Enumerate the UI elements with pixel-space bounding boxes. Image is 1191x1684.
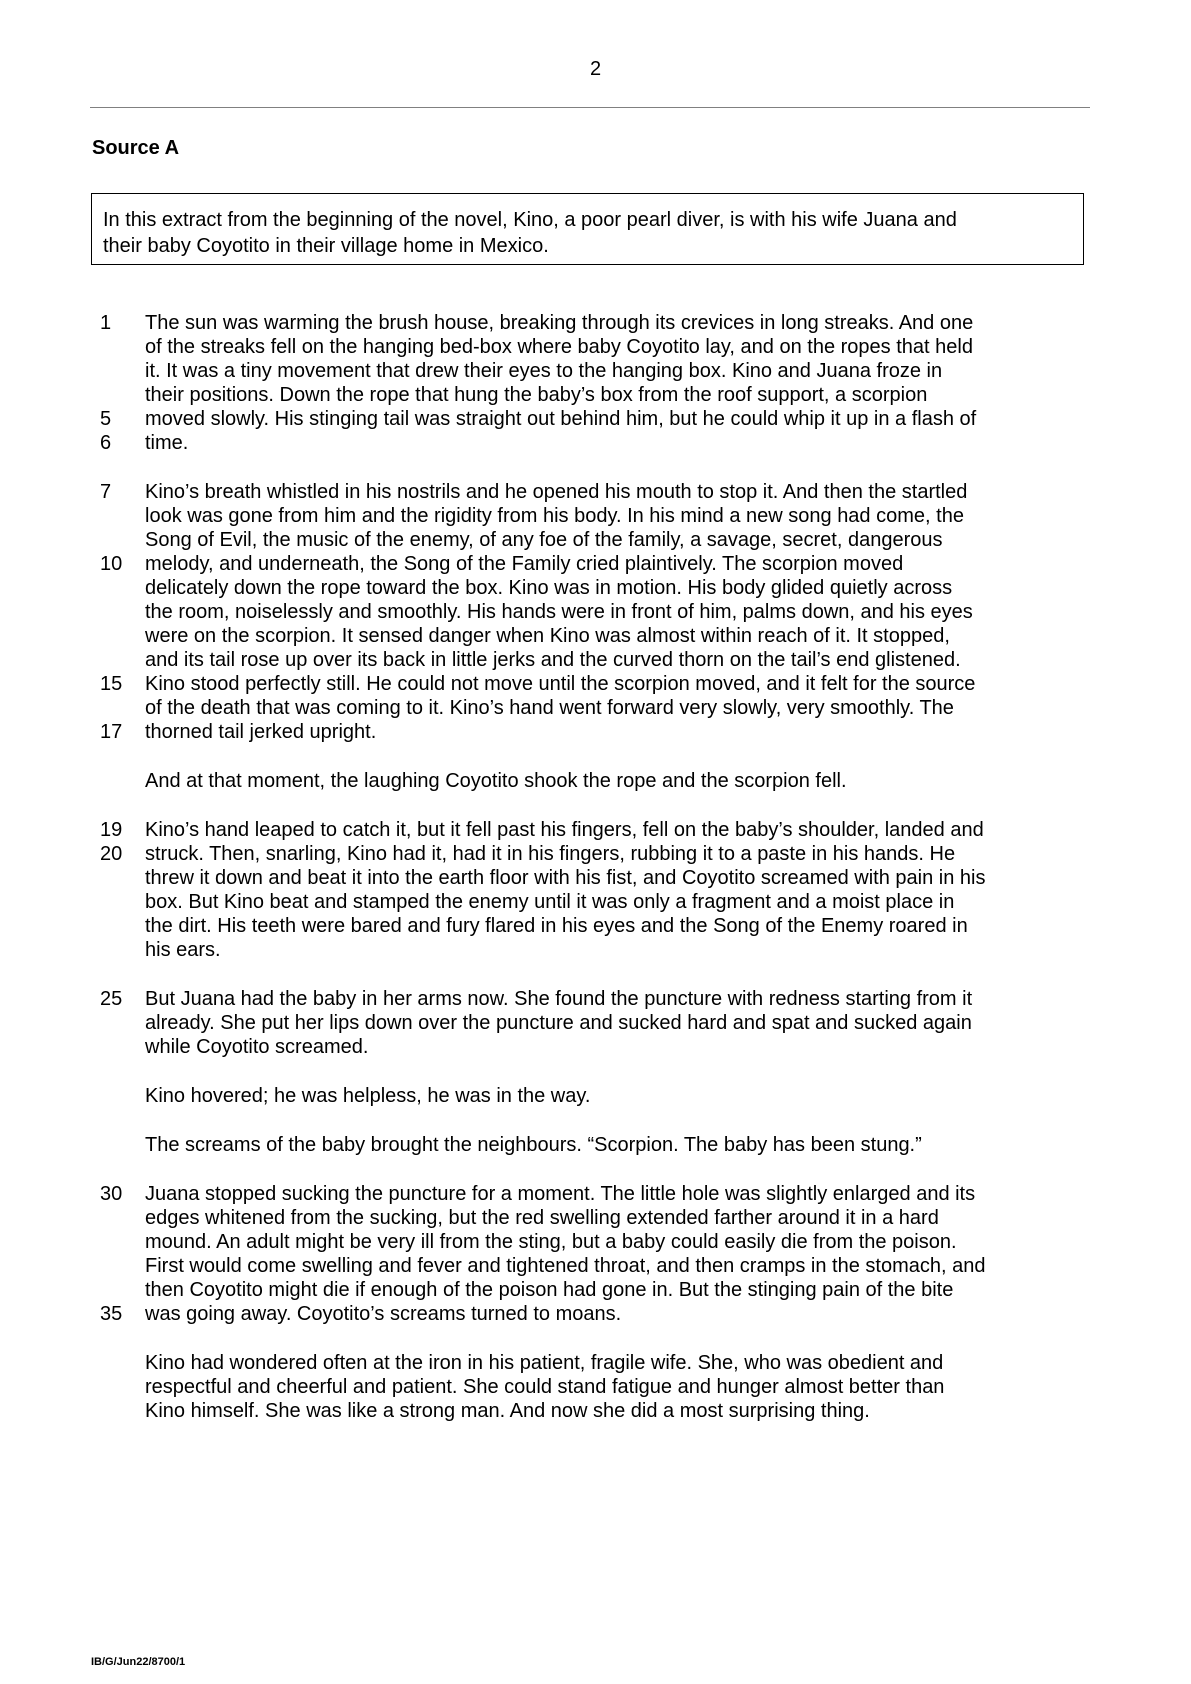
text-line: Kino had wondered often at the iron in his patient, fragile wife. She, who was obedient and xyxy=(145,1352,944,1374)
text-line: Song of Evil, the music of the enemy, of any foe of the family, a savage, secret, dangerous xyxy=(145,529,943,551)
text-line: time. xyxy=(145,432,189,454)
intro-line: In this extract from the beginning of the novel, Kino, a poor pearl diver, is with his wife Juana and xyxy=(103,209,957,231)
text-line: their positions. Down the rope that hung the baby’s box from the roof support, a scorpion xyxy=(145,384,928,406)
text-line: it. It was a tiny movement that drew their eyes to the hanging box. Kino and Juana froze in xyxy=(145,360,943,382)
line-number: 7 xyxy=(100,481,112,503)
text-line: his ears. xyxy=(145,939,221,961)
line-number: 30 xyxy=(100,1183,123,1205)
text-line: threw it down and beat it into the earth floor with his fist, and Coyotito screamed with pain in his xyxy=(145,867,986,889)
text-line: Kino stood perfectly still. He could not move until the scorpion moved, and it felt for the source xyxy=(145,673,976,695)
line-number: 20 xyxy=(100,843,123,865)
text-line: of the streaks fell on the hanging bed-box where baby Coyotito lay, and on the ropes that held xyxy=(145,336,973,358)
text-line: And at that moment, the laughing Coyotito shook the rope and the scorpion fell. xyxy=(145,770,847,792)
text-line: the room, noiselessly and smoothly. His hands were in front of him, palms down, and his eyes xyxy=(145,601,973,623)
text-line: then Coyotito might die if enough of the poison had gone in. But the stinging pain of the bite xyxy=(145,1279,954,1301)
intro-box xyxy=(91,193,1084,265)
header-rule xyxy=(90,107,1090,108)
text-line: Kino hovered; he was helpless, he was in the way. xyxy=(145,1085,591,1107)
text-line: already. She put her lips down over the puncture and sucked hard and spat and sucked again xyxy=(145,1012,972,1034)
line-number: 1 xyxy=(100,312,112,334)
line-number: 25 xyxy=(100,988,123,1010)
text-line: mound. An adult might be very ill from the sting, but a baby could easily die from the poison. xyxy=(145,1231,957,1253)
line-number: 15 xyxy=(100,673,123,695)
text-line: thorned tail jerked upright. xyxy=(145,721,377,743)
text-line: The screams of the baby brought the neighbours. “Scorpion. The baby has been stung.” xyxy=(145,1134,922,1156)
text-line: But Juana had the baby in her arms now. She found the puncture with redness starting from it xyxy=(145,988,973,1010)
text-line: box. But Kino beat and stamped the enemy until it was only a fragment and a moist place in xyxy=(145,891,955,913)
line-number: 5 xyxy=(100,408,112,430)
text-line: Kino’s breath whistled in his nostrils and he opened his mouth to stop it. And then the startled xyxy=(145,481,968,503)
text-line: and its tail rose up over its back in little jerks and the curved thorn on the tail’s end glistened. xyxy=(145,649,961,671)
text-line: of the death that was coming to it. Kino’s hand went forward very slowly, very smoothly. The xyxy=(145,697,954,719)
text-line: struck. Then, snarling, Kino had it, had it in his fingers, rubbing it to a paste in his hands. He xyxy=(145,843,956,865)
text-line: moved slowly. His stinging tail was straight out behind him, but he could whip it up in a flash of xyxy=(145,408,977,430)
footer-code: IB/G/Jun22/8700/1 xyxy=(91,1656,186,1668)
text-line: Kino’s hand leaped to catch it, but it fell past his fingers, fell on the baby’s shoulder, landed and xyxy=(145,819,984,841)
text-line: edges whitened from the sucking, but the red swelling extended farther around it in a hard xyxy=(145,1207,939,1229)
line-number: 17 xyxy=(100,721,123,743)
text-line: First would come swelling and fever and tightened throat, and then cramps in the stomach, and xyxy=(145,1255,986,1277)
line-number: 6 xyxy=(100,432,112,454)
text-line: The sun was warming the brush house, breaking through its crevices in long streaks. And one xyxy=(145,312,974,334)
line-number: 10 xyxy=(100,553,123,575)
text-line: the dirt. His teeth were bared and fury flared in his eyes and the Song of the Enemy roared in xyxy=(145,915,968,937)
source-heading: Source A xyxy=(92,137,180,159)
text-line: respectful and cheerful and patient. She could stand fatigue and hunger almost better than xyxy=(145,1376,945,1398)
text-line: melody, and underneath, the Song of the Family cried plaintively. The scorpion moved xyxy=(145,553,904,575)
text-line: Kino himself. She was like a strong man. And now she did a most surprising thing. xyxy=(145,1400,870,1422)
text-line: were on the scorpion. It sensed danger when Kino was almost within reach of it. It stopped, xyxy=(145,625,950,647)
line-number: 19 xyxy=(100,819,123,841)
page-number: 2 xyxy=(589,58,602,80)
text-line: was going away. Coyotito’s screams turned to moans. xyxy=(145,1303,622,1325)
text-line: Juana stopped sucking the puncture for a moment. The little hole was slightly enlarged and its xyxy=(145,1183,976,1205)
text-line: look was gone from him and the rigidity from his body. In his mind a new song had come, the xyxy=(145,505,964,527)
intro-line: their baby Coyotito in their village home in Mexico. xyxy=(103,235,549,257)
text-line: delicately down the rope toward the box. Kino was in motion. His body glided quietly across xyxy=(145,577,953,599)
line-number: 35 xyxy=(100,1303,123,1325)
text-line: while Coyotito screamed. xyxy=(145,1036,369,1058)
